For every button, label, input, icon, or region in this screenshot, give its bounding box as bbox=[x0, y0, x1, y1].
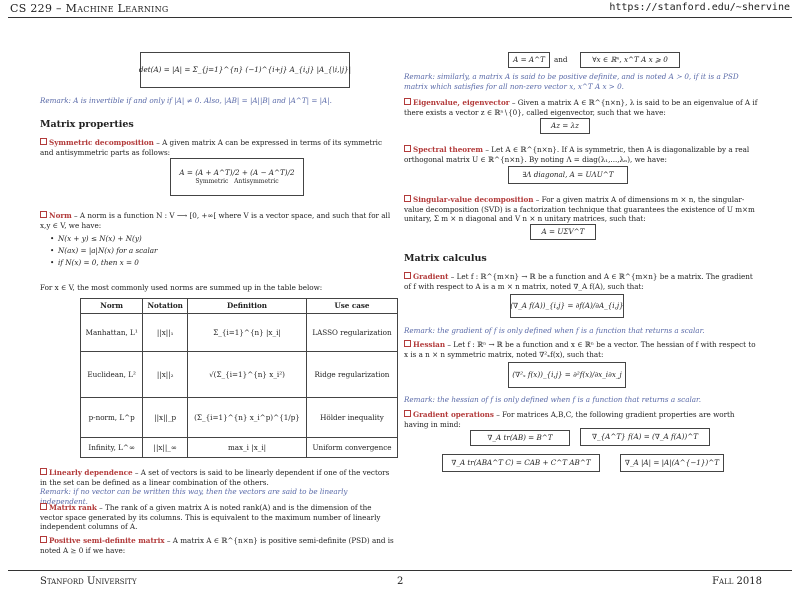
spectral-theorem-formula: ∃Λ diagonal, A = UΛU^T bbox=[508, 166, 628, 184]
table-cell: LASSO regularization bbox=[306, 314, 397, 352]
checkbox-square-icon bbox=[40, 211, 47, 218]
norm-property-item: • N(x + y) ≤ N(x) + N(y) bbox=[48, 233, 348, 245]
gradient-paragraph bbox=[404, 272, 760, 291]
checkbox-square-icon bbox=[40, 138, 47, 145]
footer-university: Stanford University bbox=[40, 576, 137, 587]
table-row bbox=[81, 438, 398, 458]
table-cell: p-norm, L^p bbox=[81, 398, 143, 438]
checkbox-square-icon bbox=[404, 410, 411, 417]
matrix-rank-text: – The rank of a given matrix A is noted rank(A) and is the dimension of the vector space generated by its columns. This is equivalent to the maximum number of linearly independent columns of A. bbox=[40, 503, 381, 531]
linear-dependence-text: – A set of vectors is said to be linearly dependent if one of the vectors in the set can be defined as a linear combination of the others. bbox=[40, 468, 390, 487]
gradient-term: Gradient bbox=[413, 272, 449, 281]
header-rule bbox=[8, 17, 792, 18]
table-cell: Manhattan, L¹ bbox=[81, 314, 143, 352]
hessian-formula: (∇²ₓ f(x))_{i,j} = ∂²f(x)/∂x_i∂x_j bbox=[508, 362, 626, 388]
checkbox-square-icon bbox=[40, 503, 47, 510]
checkbox-square-icon bbox=[40, 536, 47, 543]
table-cell: ||x||₁ bbox=[143, 314, 188, 352]
table-header-cell: Use case bbox=[306, 299, 397, 314]
table-cell: Hölder inequality bbox=[306, 398, 397, 438]
psd-quadratic-formula: ∀x ∈ ℝⁿ, x^T A x ⩾ 0 bbox=[580, 52, 680, 68]
table-header-cell: Definition bbox=[188, 299, 307, 314]
checkbox-square-icon bbox=[404, 98, 411, 105]
gradient-text: – Let f : ℝ^{m×n} → ℝ be a function and A ∈ ℝ^{m×n} be a matrix. The gradient of f with respect to A is a m × n matrix, noted ∇_A f(A), such that: bbox=[404, 272, 753, 291]
gradient-transpose-formula: ∇_{A^T} f(A) = (∇_A f(A))^T bbox=[580, 428, 710, 446]
norm-property-item: • if N(x) = 0, then x = 0 bbox=[48, 257, 348, 269]
table-cell: (Σ_{i=1}^{n} x_i^p)^{1/p} bbox=[188, 398, 307, 438]
checkbox-square-icon bbox=[404, 340, 411, 347]
norm-property-item: • N(ax) = |a|N(x) for a scalar bbox=[48, 245, 348, 257]
gradient-operations-paragraph bbox=[404, 410, 760, 429]
eigenvalue-paragraph bbox=[404, 98, 760, 117]
svd-term: Singular-value decomposition bbox=[413, 195, 534, 204]
spectral-theorem-text: – Let A ∈ ℝ^{n×n}. If A is symmetric, then A is diagonalizable by a real orthogonal matrix U ∈ ℝ^{n×n}. By noting Λ = diag(λ₁,...,λₙ), we have: bbox=[404, 145, 750, 164]
antisymmetric-label: Antisymmetric bbox=[234, 178, 279, 185]
table-cell: Infinity, L^∞ bbox=[81, 438, 143, 458]
gradient-remark: Remark: the gradient of f is only defined when f is a function that returns a scalar. bbox=[404, 326, 705, 335]
footer-rule bbox=[8, 570, 792, 571]
norms-table bbox=[80, 298, 398, 458]
symmetric-decomposition-labels bbox=[195, 177, 278, 187]
table-row bbox=[81, 398, 398, 438]
table-cell: Uniform convergence bbox=[306, 438, 397, 458]
table-cell: Σ_{i=1}^{n} |x_i| bbox=[188, 314, 307, 352]
norm-paragraph bbox=[40, 211, 396, 230]
norm-table-intro: For x ∈ V, the most commonly used norms are summed up in the table below: bbox=[40, 283, 323, 292]
gradient-operations-term: Gradient operations bbox=[413, 410, 494, 419]
table-row bbox=[81, 352, 398, 398]
gradient-determinant-formula: ∇_A |A| = |A|(A^{−1})^T bbox=[620, 454, 724, 472]
svd-paragraph bbox=[404, 195, 760, 224]
symmetric-decomposition-paragraph bbox=[40, 138, 396, 157]
hessian-term: Hessian bbox=[413, 340, 446, 349]
linear-dependence-term: Linearly dependence bbox=[49, 468, 133, 477]
eigenvalue-term: Eigenvalue, eigenvector bbox=[413, 98, 510, 107]
linear-dependence-paragraph bbox=[40, 468, 396, 506]
hessian-remark: Remark: the hessian of f is only defined when f is a function that returns a scalar. bbox=[404, 395, 701, 404]
table-cell: Ridge regularization bbox=[306, 352, 397, 398]
gradient-formula: (∇_A f(A))_{i,j} = ∂f(A)/∂A_{i,j} bbox=[510, 294, 624, 318]
psd-and-text: and bbox=[554, 55, 568, 64]
svd-formula: A = UΣV^T bbox=[530, 224, 596, 240]
header-url: https://stanford.edu/~shervine bbox=[609, 2, 790, 13]
matrix-rank-paragraph bbox=[40, 503, 396, 532]
psd-text: – A matrix A ∈ ℝ^{n×n} is positive semi-definite (PSD) and is noted A ⪰ 0 if we have: bbox=[40, 536, 394, 555]
norms-table-header-row bbox=[81, 299, 398, 314]
table-header-cell: Notation bbox=[143, 299, 188, 314]
linear-dependence-remark: Remark: if no vector can be written this way, then the vectors are said to be linearly independent. bbox=[40, 487, 348, 506]
symmetric-decomposition-equation: A = (A + A^T)/2 + (A − A^T)/2 bbox=[179, 167, 295, 177]
hessian-text: – Let f : ℝⁿ → ℝ be a function and x ∈ ℝⁿ be a vector. The hessian of f with respect to x is a n × n symmetric matrix, noted ∇²ₓf(x), such that: bbox=[404, 340, 756, 359]
checkbox-square-icon bbox=[404, 195, 411, 202]
table-cell: ||x||₂ bbox=[143, 352, 188, 398]
table-cell: Euclidean, L² bbox=[81, 352, 143, 398]
hessian-paragraph bbox=[404, 340, 760, 359]
psd-symmetric-formula: A = A^T bbox=[508, 52, 550, 68]
checkbox-square-icon bbox=[40, 468, 47, 475]
matrix-rank-term: Matrix rank bbox=[49, 503, 97, 512]
spectral-theorem-paragraph bbox=[404, 145, 760, 164]
symmetric-decomposition-formula bbox=[170, 158, 304, 196]
positive-definite-remark: Remark: similarly, a matrix A is said to be positive definite, and is noted A ≻ 0, if it is a PSD matrix which satisfies for all non-zero vector x, x^T A x > 0. bbox=[404, 72, 739, 91]
gradient-trace-formula: ∇_A tr(AB) = B^T bbox=[470, 430, 570, 446]
matrix-calculus-heading: Matrix calculus bbox=[404, 253, 487, 264]
table-cell: max_i |x_i| bbox=[188, 438, 307, 458]
spectral-theorem-term: Spectral theorem bbox=[413, 145, 484, 154]
norm-term: Norm bbox=[49, 211, 72, 220]
psd-paragraph bbox=[40, 536, 396, 555]
norm-properties-list bbox=[48, 233, 348, 269]
symmetric-decomposition-term: Symmetric decomposition bbox=[49, 138, 154, 147]
symmetric-label: Symmetric bbox=[195, 178, 229, 185]
determinant-remark: Remark: A is invertible if and only if |A| ≠ 0. Also, |AB| = |A||B| and |A^T| = |A|. bbox=[40, 96, 332, 105]
table-cell: ||x||_∞ bbox=[143, 438, 188, 458]
header-course-title: CS 229 – Machine Learning bbox=[10, 2, 169, 15]
table-row bbox=[81, 314, 398, 352]
table-header-cell: Norm bbox=[81, 299, 143, 314]
eigenvalue-text: – Given a matrix A ∈ ℝ^{n×n}, λ is said to be an eigenvalue of A if there exists a vector z ∈ ℝⁿ∖{0}, called eigenvector, such that we have: bbox=[404, 98, 758, 117]
gradient-operations-text: – For matrices A,B,C, the following gradient properties are worth having in mind: bbox=[404, 410, 735, 429]
footer-term: Fall 2018 bbox=[712, 576, 762, 587]
determinant-formula: det(A) = |A| = Σ_{j=1}^{n} (−1)^{i+j} A_{i,j} |A_{\i,\j}| bbox=[140, 52, 350, 88]
footer-page-number: 2 bbox=[397, 576, 404, 587]
psd-term: Positive semi-definite matrix bbox=[49, 536, 165, 545]
table-cell: √(Σ_{i=1}^{n} x_i²) bbox=[188, 352, 307, 398]
svd-text: – For a given matrix A of dimensions m × n, the singular-value decomposition (SVD) is a factorization technique that guarantees the existence of U m×m unitary, Σ m × n diagonal and V n × n unitary matrices, such that: bbox=[404, 195, 755, 223]
gradient-trace-product-formula: ∇_A tr(ABA^T C) = CAB + C^T AB^T bbox=[442, 454, 600, 472]
checkbox-square-icon bbox=[404, 145, 411, 152]
table-cell: ||x||_p bbox=[143, 398, 188, 438]
norm-text: – A norm is a function N : V ⟶ [0, +∞[ where V is a vector space, and such that for all x,y ∈ V, we have: bbox=[40, 211, 391, 230]
symmetric-decomposition-text: – A given matrix A can be expressed in terms of its symmetric and antisymmetric parts as follows: bbox=[40, 138, 382, 157]
eigenvalue-formula: Az = λz bbox=[540, 118, 590, 134]
checkbox-square-icon bbox=[404, 272, 411, 279]
matrix-properties-heading: Matrix properties bbox=[40, 119, 134, 130]
